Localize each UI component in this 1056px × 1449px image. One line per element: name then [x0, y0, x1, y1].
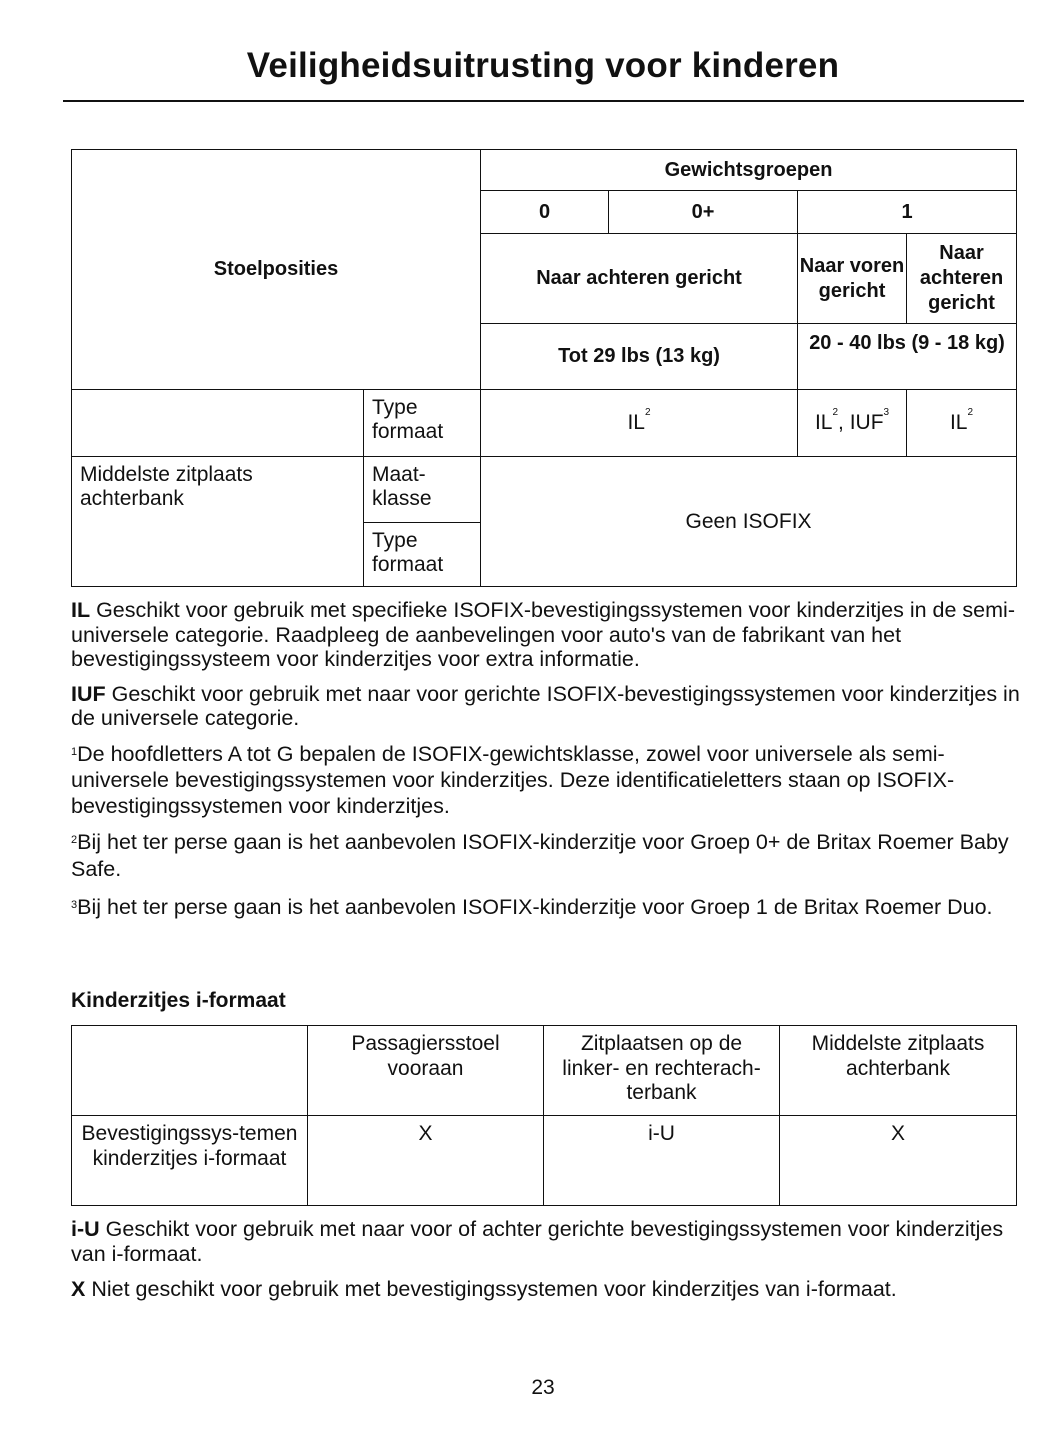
empty-cell: [72, 390, 364, 457]
note-iuf: [71, 682, 1021, 731]
empty-header-cell: [72, 1026, 308, 1116]
note-iu-text: Geschikt voor gebruik met naar voor of achter gerichte bevestigingssystemen voor kinderzitjes van i-formaat.: [71, 1217, 1004, 1266]
row-label: Bevestigingssys-temen kinderzitjes i-formaat: [72, 1116, 308, 1206]
footnote-3-mark: 3: [71, 898, 78, 911]
passagiersstoel-header: Passagiersstoel vooraan: [308, 1026, 544, 1116]
comma: ,: [838, 411, 850, 434]
zitplaatsen-header: Zitplaatsen op de linker- en rechterach-terbank: [544, 1026, 780, 1116]
note-iu: [71, 1217, 1021, 1266]
group-0plus-header: 0+: [609, 191, 798, 234]
geen-isofix-cell: Geen ISOFIX: [481, 457, 1017, 587]
footnote-3: [71, 893, 1021, 921]
note-iu-term: i-U: [71, 1217, 100, 1241]
page-title: Veiligheidsuitrusting voor kinderen: [246, 46, 840, 85]
i-size-table: [71, 1025, 1017, 1206]
il-text: IL: [627, 411, 645, 434]
footnote-2-ref: 2: [832, 407, 839, 418]
naar-achteren-gericht-header-2: Naar achteren gericht: [907, 234, 1017, 324]
footnote-2-mark: 2: [71, 833, 78, 846]
group-0-header: 0: [481, 191, 609, 234]
footnote-2-ref: 2: [967, 407, 974, 418]
middelste-header: Middelste zitplaats achterbank: [780, 1026, 1017, 1116]
il-text: IL: [949, 411, 968, 434]
passagiersstoel-value: X: [308, 1116, 544, 1206]
il-text: IL: [814, 411, 833, 434]
footnote-1: [71, 741, 1021, 819]
note-il-term: IL: [71, 598, 91, 622]
zitplaatsen-value: i-U: [544, 1116, 780, 1206]
note-x: [71, 1277, 1021, 1302]
maatklasse-label: Maat-klasse: [364, 457, 481, 523]
page-number: 23: [531, 1376, 555, 1399]
note-x-term: X: [71, 1277, 86, 1301]
title-rule: [63, 100, 1024, 102]
middelste-zitplaats-label: Middelste zitplaats achterbank: [72, 457, 364, 587]
note-il-text: Geschikt voor gebruik met specifieke ISOFIX-bevestigingssystemen voor kinderzitjes in de semi-universele categorie. Raadpleeg de aanbevelingen voor auto's van de fabrikant van het bevestigingssysteem voor kinderzitjes voor extra informatie.: [71, 598, 1015, 671]
il-iuf-cell: [798, 390, 907, 457]
section-heading: Kinderzitjes i-formaat: [71, 989, 286, 1012]
note-iuf-text: Geschikt voor gebruik met naar voor gerichte ISOFIX-bevestigingssystemen voor kinderzitjes in de universele categorie.: [71, 681, 1020, 730]
note-iuf-term: IUF: [71, 681, 106, 706]
iuf-text: IUF: [849, 411, 884, 434]
weight-range-header: 20 - 40 lbs (9 - 18 kg): [798, 324, 1017, 390]
footnote-2-text: Bij het ter perse gaan is het aanbevolen ISOFIX-kinderzitje voor Groep 0+ de Britax Roemer Baby Safe.: [71, 829, 1009, 881]
il-cell-2: [907, 390, 1017, 457]
notes-block-2: [71, 1217, 1021, 1302]
stoelposities-header: Stoelposities: [72, 150, 481, 390]
footnote-3-ref: 3: [883, 407, 890, 418]
type-formaat-label-2: Type formaat: [364, 523, 481, 587]
footnote-1-mark: 1: [71, 745, 78, 758]
note-il: [71, 598, 1021, 672]
note-x-text: Niet geschikt voor gebruik met bevestigingssystemen voor kinderzitjes van i-formaat.: [85, 1277, 897, 1301]
naar-voren-gericht-header: Naar voren gericht: [798, 234, 907, 324]
notes-block: [71, 598, 1021, 921]
tot-29-lbs-header: Tot 29 lbs (13 kg): [481, 324, 798, 390]
middelste-value: X: [780, 1116, 1017, 1206]
group-1-header: 1: [798, 191, 1017, 234]
naar-achteren-gericht-header: Naar achteren gericht: [481, 234, 798, 324]
isofix-table: [71, 149, 1017, 587]
gewichtsgroepen-header: Gewichtsgroepen: [481, 150, 1017, 191]
footnote-2: [71, 829, 1021, 883]
footnote-3-text: Bij het ter perse gaan is het aanbevolen ISOFIX-kinderzitje voor Groep 1 de Britax Roemer Duo.: [77, 894, 993, 919]
type-formaat-label: Type formaat: [364, 390, 481, 457]
il-cell: [481, 390, 798, 457]
footnote-1-text: De hoofdletters A tot G bepalen de ISOFIX-gewichtsklasse, zowel voor universele als semi-universele bevestigingssystemen voor kinderzitjes. Deze identificatieletters staan op ISOFIX-bevestigingssystemen voor kinderzitjes.: [71, 741, 955, 818]
footnote-2-ref: 2: [644, 407, 651, 418]
